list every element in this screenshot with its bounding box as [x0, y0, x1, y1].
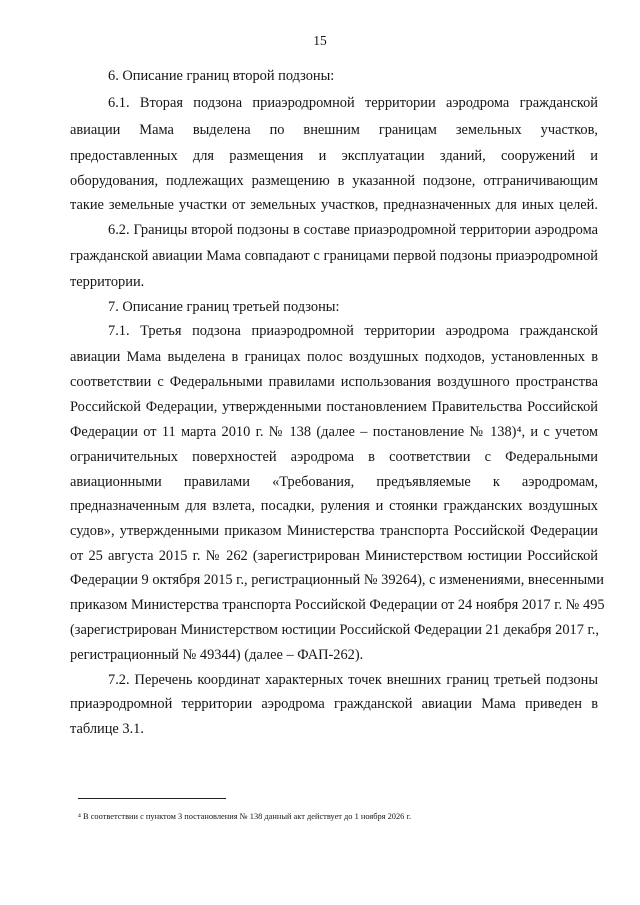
text-line-p71-l14: регистрационный № 49344) (далее – ФАП-262). — [70, 647, 364, 663]
text-line-p61-l3: предоставленных для размещения и эксплуатации зданий, сооружений и — [70, 148, 598, 164]
text-line-p71-l2: авиации Мама выделена в границах полос воздушных подходов, установленных в — [70, 349, 598, 365]
text-line-p61-l1: 6.1. Вторая подзона приаэродромной территории аэродрома гражданской — [108, 95, 598, 111]
text-line-p61-l2: авиации Мама выделена по внешним границам земельных участков, — [70, 122, 598, 138]
text-line-s6-heading: 6. Описание границ второй подзоны: — [108, 68, 335, 84]
page-number: 15 — [313, 33, 327, 48]
text-line-p71-l8: предназначенным для взлета, посадки, руления и стоянки гражданских воздушных — [70, 498, 598, 514]
text-line-p62-l1: 6.2. Границы второй подзоны в составе приаэродромной территории аэродрома — [108, 222, 598, 238]
text-line-p71-l6: ограничительных поверхностей аэродрома в соответствии с Федеральными — [70, 449, 598, 465]
text-line-p62-l2: гражданской авиации Мама совпадают с границами первой подзоны приаэродромной — [70, 248, 598, 264]
text-line-p71-l12: приказом Министерства транспорта Российской Федерации от 24 ноября 2017 г. № 495 — [70, 597, 605, 613]
text-line-s7-heading: 7. Описание границ третьей подзоны: — [108, 299, 340, 315]
text-line-p71-l11: Федерации 9 октября 2015 г., регистрационный № 39264), с изменениями, внесенными — [70, 572, 604, 588]
text-line-p72-l2: приаэродромной территории аэродрома гражданской авиации Мама приведен в — [70, 696, 598, 712]
text-line-p72-l3: таблице 3.1. — [70, 721, 144, 737]
text-line-p71-l1: 7.1. Третья подзона приаэродромной территории аэродрома гражданской — [108, 323, 598, 339]
text-line-p61-l4: оборудования, подлежащих размещению в указанной подзоне, отграничивающим — [70, 173, 598, 189]
footnote: ⁴ В соответствии с пунктом 3 постановления № 138 данный акт действует до 1 ноября 2026 г. — [78, 812, 412, 821]
text-line-p71-l5: Федерации от 11 марта 2010 г. № 138 (далее – постановление № 138)⁴, и с учетом — [70, 424, 598, 440]
text-line-p71-l7: авиационными правилами «Требования, предъявляемые к аэродромам, — [70, 474, 598, 490]
text-line-p71-l10: от 25 августа 2015 г. № 262 (зарегистрирован Министерством юстиции Российской — [70, 548, 598, 564]
text-line-p71-l3: соответствии с Федеральными правилами использования воздушного пространства — [70, 374, 598, 390]
text-line-p61-l5: такие земельные участки от земельных участков, предназначенных для иных целей. — [70, 197, 598, 213]
text-line-p62-l3: территории. — [70, 274, 145, 290]
text-line-p72-l1: 7.2. Перечень координат характерных точек внешних границ третьей подзоны — [108, 672, 598, 688]
text-line-p71-l9: судов», утвержденными приказом Министерства транспорта Российской Федерации — [70, 523, 598, 539]
text-line-p71-l13: (зарегистрирован Министерством юстиции Российской Федерации 21 декабря 2017 г., — [70, 622, 599, 638]
footnote-separator — [78, 798, 226, 799]
text-line-p71-l4: Российской Федерации, утвержденными постановлением Правительства Российской — [70, 399, 598, 415]
